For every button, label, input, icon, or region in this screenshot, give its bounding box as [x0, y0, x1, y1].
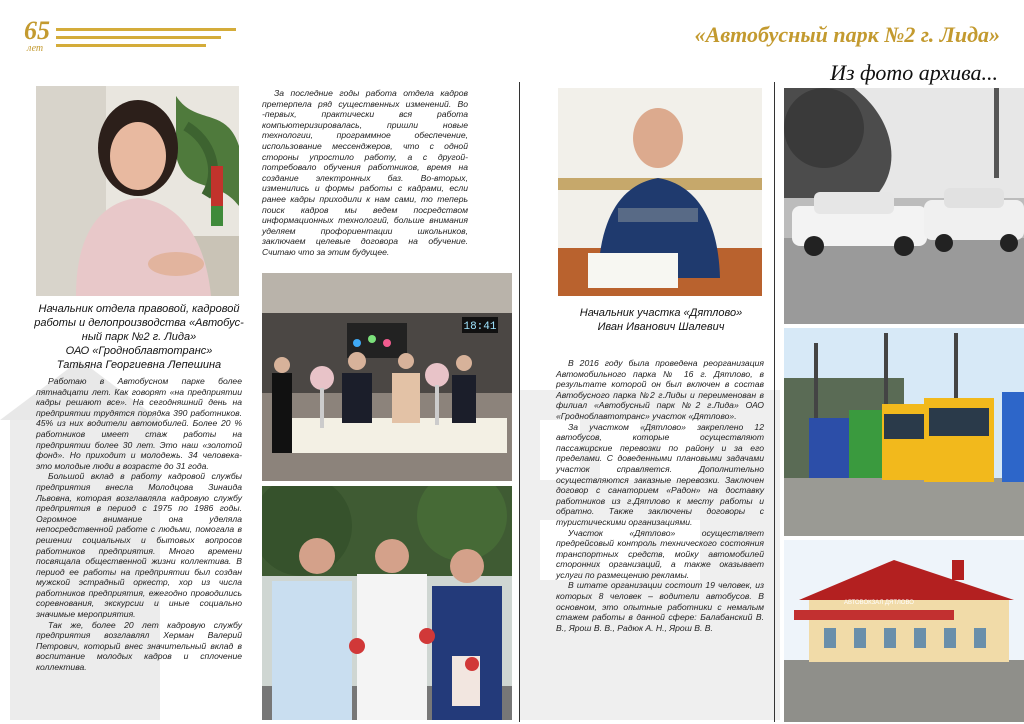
station-sign-text: АВТОВОКЗАЛ ДЯТЛОВО — [844, 600, 914, 606]
header-gold-line-1 — [56, 28, 236, 31]
header-gold-line-3 — [56, 44, 206, 47]
portrait-photo-lepeshina — [36, 86, 239, 296]
archive-section-title: Из фото архива... — [830, 60, 998, 85]
paragraph: За участком «Дятлово» закреплено 12 автобусов, которые осуществляют пассажирские перевозки по району и за его пределами. С доведенными плановыми задачами участок справляется. Дополнительно осуществляются заказные перевозки. Заключен договор с санаторием «Радон» на доставку работников из г.Дятлово к месту работы и обратно. Также заключены договоры с туристическими организациями. — [556, 421, 764, 527]
article-middle-text — [262, 88, 468, 258]
newspaper-title: «Автобусный парк №2 г. Лида» — [694, 22, 1000, 47]
paragraph: За последние годы работа отдела кадров претерпела ряд существенных изменений. Во -первых, практически вся работа компьютеризировалась, пришли новые технологии, программное обеспечение, использование мессенджеров, что с одной стороны упростило работу, а с другой-потребовало обучения работников, время на создание электронных баз. Во-вторых, изменились и формы работы с кадрами, если ранее кадры приходили к нам сами, то теперь поиск кадров мы ведем посредством информационных технологий, больше внимания уделяем профориентации школьников, заключаем целевые договора на обучение. Считаю что за этим будущее. — [262, 88, 468, 257]
article-right-text — [556, 358, 764, 633]
caption-line: ный парк №2 г. Лида» — [81, 331, 197, 343]
caption-line: Иван Иванович Шалевич — [597, 321, 725, 333]
archive-photo-buses — [784, 328, 1024, 536]
paragraph: Участок «Дятлово» осуществляет предрейсовый контроль технического состояния транспортных средств, мойку автомобилей сторонних организаций, а также оказывает услуги по размещению рекламы. — [556, 527, 764, 580]
paragraph: В 2016 году была проведена реорганизация Автомобильного парка № 16 г. Дятлово, в результате которой он был включен в состав Автобусного парка №2 г.Лиды и переименован в филиал «Автобусный парк №2 г.Лида» ОАО «Гродноблавтотранс» участок «Дятлово». — [556, 358, 764, 421]
archive-photo-volga-cars — [784, 88, 1024, 324]
article-left-text — [36, 376, 242, 673]
paragraph: Так же, более 20 лет кадровую службу предприятия возглавлял Херман Валерий Петрович, который внес значительный вклад в воспитание молодых кадров и сплочение коллектива. — [36, 619, 242, 673]
event-clock-display: 18:41 — [463, 321, 497, 333]
caption-shalevich — [556, 306, 766, 334]
caption-line: работы и делопроизводства «Автобус- — [34, 317, 244, 329]
event-hall-photo — [262, 273, 512, 481]
caption-line: Татьяна Георгиевна Лепешина — [56, 359, 222, 371]
caption-line: Начальник участка «Дятлово» — [579, 307, 743, 319]
outdoor-group-photo — [262, 486, 512, 720]
caption-line: ОАО «Гродноблавтотранс» — [65, 345, 213, 357]
paragraph: Работаю в Автобусном парке более пятнадцати лет. Как говорят «на предприятии кадры решают все». На сегодняшний день на предприятии трудятся порядка 390 работников. 45% из них водители автомобилей. Более 20 % работников имеет стаж работы на предприятии более 30 лет. Это наш «золотой фонд». Но приходит и молодежь. 34 человека-это молодые люди в возрасте до 31 года. — [36, 376, 242, 471]
caption-lepeshina — [34, 302, 244, 372]
paragraph: Большой вклад в работу кадровой службы предприятия внесла Молодцова Зинаида Львовна, которая возглавляла кадровую службу предприятия в период с 1975 по 1986 годы. Огромное внимание она уделяла непосредственной работе с людьми, помогала в решении социальных и бытовых вопросов работников предприятия. Много времени посвящала общественной жизни коллектива. В период ее работы на предприятии был создан мужской эстрадный оркестр, хор из числа работников предприятия, ежегодно проводились соревнования, экскурсии и иные социально значимые мероприятия. — [36, 471, 242, 620]
caption-line: Начальник отдела правовой, кадровой — [38, 303, 240, 315]
archive-photo-bus-station — [784, 540, 1024, 722]
portrait-photo-shalevich — [558, 88, 762, 296]
paragraph: В штате организации состоит 19 человек, из которых 8 человек – водители автобусов. В основном, это опытные работники с немалым стажем работы в данной сфере: Балабанский В. В., Ярош В. В., Радюк А. Н., Ярош В. В. — [556, 580, 764, 633]
anniversary-word: лет — [27, 43, 44, 54]
header-gold-line-2 — [56, 36, 221, 39]
column-divider — [519, 82, 520, 722]
anniversary-number: 65 — [24, 16, 50, 45]
column-divider — [774, 82, 775, 722]
